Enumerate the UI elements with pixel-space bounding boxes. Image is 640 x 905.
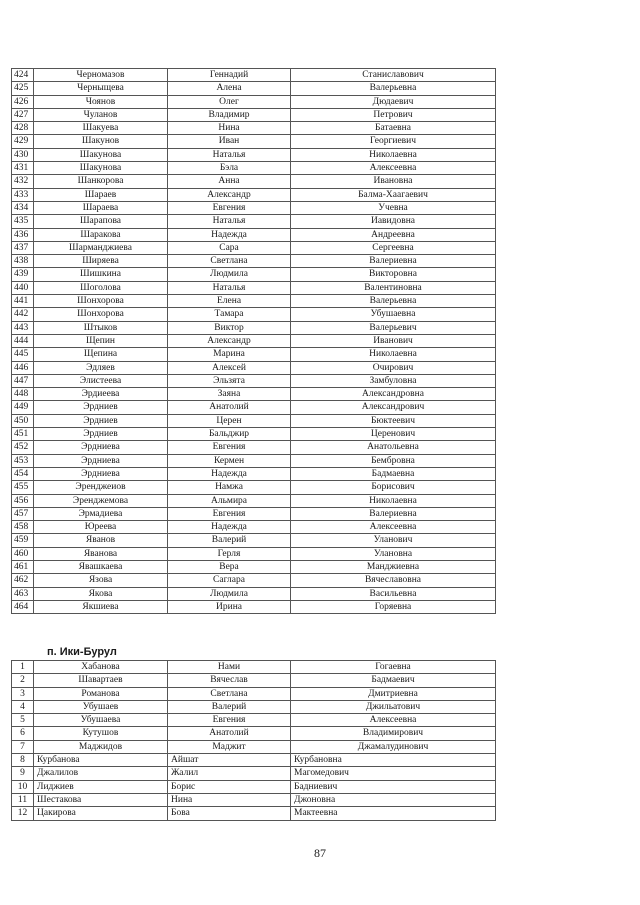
table-row — [12, 348, 496, 361]
row-number-cell: 11 — [12, 793, 34, 806]
first-name-cell: Анатолий — [168, 401, 291, 414]
patronymic-cell: Иванович — [291, 334, 496, 347]
patronymic-cell: Валерьевна — [291, 82, 496, 95]
table-row — [12, 281, 496, 294]
row-number-cell: 438 — [12, 255, 34, 268]
patronymic-cell: Очирович — [291, 361, 496, 374]
table-row — [12, 201, 496, 214]
first-name-cell: Олег — [168, 95, 291, 108]
surname-cell: Шараев — [34, 188, 168, 201]
patronymic-cell: Дюдаевич — [291, 95, 496, 108]
table-row — [12, 587, 496, 600]
surname-cell: Чуланов — [34, 108, 168, 121]
surname-cell: Щепина — [34, 348, 168, 361]
first-name-cell: Виктор — [168, 321, 291, 334]
first-name-cell: Бова — [168, 807, 291, 820]
row-number-cell: 461 — [12, 560, 34, 573]
patronymic-cell: Борисович — [291, 481, 496, 494]
surname-cell: Шоголова — [34, 281, 168, 294]
surname-cell: Убушаева — [34, 714, 168, 727]
patronymic-cell: Джамалудинович — [291, 740, 496, 753]
row-number-cell: 435 — [12, 215, 34, 228]
table-row — [12, 135, 496, 148]
first-name-cell: Алена — [168, 82, 291, 95]
patronymic-cell: Убушаевна — [291, 308, 496, 321]
table-row — [12, 767, 496, 780]
first-name-cell: Наталья — [168, 148, 291, 161]
patronymic-cell: Вячеславовна — [291, 574, 496, 587]
row-number-cell: 1 — [12, 661, 34, 674]
patronymic-cell: Батаевна — [291, 122, 496, 135]
table-row — [12, 162, 496, 175]
first-name-cell: Анна — [168, 175, 291, 188]
row-number-cell: 428 — [12, 122, 34, 135]
first-name-cell: Эльзята — [168, 374, 291, 387]
row-number-cell: 437 — [12, 241, 34, 254]
first-name-cell: Саглара — [168, 574, 291, 587]
surname-cell: Явашкаева — [34, 560, 168, 573]
row-number-cell: 432 — [12, 175, 34, 188]
patronymic-cell: Валериевна — [291, 255, 496, 268]
surname-cell: Шараева — [34, 201, 168, 214]
patronymic-cell: Бембровна — [291, 454, 496, 467]
patronymic-cell: Уланович — [291, 534, 496, 547]
section-title: п. Ики-Бурул — [47, 646, 117, 658]
surname-cell: Эрдниев — [34, 428, 168, 441]
patronymic-cell: Алексеевна — [291, 162, 496, 175]
patronymic-cell: Балма-Хаагаевич — [291, 188, 496, 201]
first-name-cell: Надежда — [168, 521, 291, 534]
surname-cell: Лиджиев — [34, 780, 168, 793]
table-row — [12, 700, 496, 713]
first-name-cell: Марина — [168, 348, 291, 361]
surname-cell: Эрмадиева — [34, 507, 168, 520]
surname-cell: Эрдниев — [34, 401, 168, 414]
surname-cell: Черномазов — [34, 69, 168, 82]
surname-cell: Юреева — [34, 521, 168, 534]
row-number-cell: 4 — [12, 700, 34, 713]
surname-cell: Шаракова — [34, 228, 168, 241]
first-name-cell: Иван — [168, 135, 291, 148]
row-number-cell: 436 — [12, 228, 34, 241]
patronymic-cell: Бадмаевна — [291, 467, 496, 480]
row-number-cell: 9 — [12, 767, 34, 780]
surname-cell: Ширяева — [34, 255, 168, 268]
first-name-cell: Нина — [168, 793, 291, 806]
row-number-cell: 3 — [12, 687, 34, 700]
row-number-cell: 7 — [12, 740, 34, 753]
surname-cell: Шестакова — [34, 793, 168, 806]
surname-cell: Черныщева — [34, 82, 168, 95]
row-number-cell: 453 — [12, 454, 34, 467]
first-name-cell: Жалил — [168, 767, 291, 780]
first-name-cell: Александр — [168, 334, 291, 347]
surname-cell: Шишкина — [34, 268, 168, 281]
table-row — [12, 521, 496, 534]
patronymic-cell: Станиславович — [291, 69, 496, 82]
table-row — [12, 547, 496, 560]
patronymic-cell: Мактеевна — [291, 807, 496, 820]
first-name-cell: Валерий — [168, 534, 291, 547]
patronymic-cell: Манджиевна — [291, 560, 496, 573]
first-name-cell: Вячеслав — [168, 674, 291, 687]
table-row — [12, 441, 496, 454]
patronymic-cell: Бадмаевич — [291, 674, 496, 687]
first-name-cell: Анатолий — [168, 727, 291, 740]
surname-cell: Курбанова — [34, 754, 168, 767]
first-name-cell: Александр — [168, 188, 291, 201]
table-row — [12, 95, 496, 108]
table-row — [12, 481, 496, 494]
first-name-cell: Борис — [168, 780, 291, 793]
surname-cell: Шарманджиева — [34, 241, 168, 254]
patronymic-cell: Валентиновна — [291, 281, 496, 294]
first-name-cell: Нина — [168, 122, 291, 135]
patronymic-cell: Георгиевич — [291, 135, 496, 148]
row-number-cell: 426 — [12, 95, 34, 108]
surname-cell: Шанкорова — [34, 175, 168, 188]
row-number-cell: 2 — [12, 674, 34, 687]
table-row — [12, 727, 496, 740]
first-name-cell: Евгения — [168, 507, 291, 520]
patronymic-cell: Сергеевна — [291, 241, 496, 254]
row-number-cell: 424 — [12, 69, 34, 82]
surname-cell: Шакуева — [34, 122, 168, 135]
surname-cell: Романова — [34, 687, 168, 700]
patronymic-cell: Иавидовна — [291, 215, 496, 228]
table-row — [12, 560, 496, 573]
surname-cell: Убушаев — [34, 700, 168, 713]
row-number-cell: 427 — [12, 108, 34, 121]
surname-cell: Шонхорова — [34, 295, 168, 308]
row-number-cell: 459 — [12, 534, 34, 547]
surname-cell: Яванова — [34, 547, 168, 560]
first-name-cell: Геннадий — [168, 69, 291, 82]
row-number-cell: 463 — [12, 587, 34, 600]
surname-cell: Штыков — [34, 321, 168, 334]
row-number-cell: 442 — [12, 308, 34, 321]
row-number-cell: 456 — [12, 494, 34, 507]
table-row — [12, 494, 496, 507]
patronymic-cell: Джильатович — [291, 700, 496, 713]
table-row — [12, 388, 496, 401]
first-name-cell: Сара — [168, 241, 291, 254]
surname-cell: Цакирова — [34, 807, 168, 820]
table-row — [12, 714, 496, 727]
table-row — [12, 661, 496, 674]
row-number-cell: 441 — [12, 295, 34, 308]
surname-cell: Шакунова — [34, 148, 168, 161]
table-row — [12, 148, 496, 161]
surname-cell: Шарапова — [34, 215, 168, 228]
row-number-cell: 434 — [12, 201, 34, 214]
first-name-cell: Владимир — [168, 108, 291, 121]
patronymic-cell: Алексеевна — [291, 521, 496, 534]
table-row — [12, 674, 496, 687]
surname-cell: Эрдиеева — [34, 388, 168, 401]
row-number-cell: 446 — [12, 361, 34, 374]
patronymic-cell: Петрович — [291, 108, 496, 121]
patronymic-cell: Анатольевна — [291, 441, 496, 454]
first-name-cell: Светлана — [168, 687, 291, 700]
table-row — [12, 454, 496, 467]
surname-cell: Эдляев — [34, 361, 168, 374]
row-number-cell: 8 — [12, 754, 34, 767]
patronymic-cell: Бадниевич — [291, 780, 496, 793]
surname-cell: Эренджемова — [34, 494, 168, 507]
table-row — [12, 600, 496, 613]
surname-cell: Шакунова — [34, 162, 168, 175]
row-number-cell: 455 — [12, 481, 34, 494]
table-row — [12, 793, 496, 806]
row-number-cell: 430 — [12, 148, 34, 161]
patronymic-cell: Ивановна — [291, 175, 496, 188]
first-name-cell: Светлана — [168, 255, 291, 268]
patronymic-cell: Курбановна — [291, 754, 496, 767]
table-row — [12, 507, 496, 520]
patronymic-cell: Николаевна — [291, 494, 496, 507]
first-name-cell: Нами — [168, 661, 291, 674]
first-name-cell: Евгения — [168, 441, 291, 454]
first-name-cell: Елена — [168, 295, 291, 308]
page-number: 87 — [314, 846, 326, 860]
surname-cell: Щепин — [34, 334, 168, 347]
first-name-cell: Наталья — [168, 281, 291, 294]
patronymic-cell: Гогаевна — [291, 661, 496, 674]
patronymic-cell: Александровна — [291, 388, 496, 401]
surname-cell: Чоянов — [34, 95, 168, 108]
surname-cell: Шонхорова — [34, 308, 168, 321]
patronymic-cell: Церенович — [291, 428, 496, 441]
first-name-cell: Бальджир — [168, 428, 291, 441]
table-row — [12, 574, 496, 587]
patronymic-cell: Васильевна — [291, 587, 496, 600]
surname-cell: Эрдниева — [34, 454, 168, 467]
row-number-cell: 444 — [12, 334, 34, 347]
row-number-cell: 458 — [12, 521, 34, 534]
first-name-cell: Бэла — [168, 162, 291, 175]
patronymic-cell: Дмитриевна — [291, 687, 496, 700]
row-number-cell: 10 — [12, 780, 34, 793]
surname-cell: Эрдниева — [34, 441, 168, 454]
row-number-cell: 445 — [12, 348, 34, 361]
surname-cell: Шакунов — [34, 135, 168, 148]
names-table-main — [11, 68, 496, 614]
first-name-cell: Валерий — [168, 700, 291, 713]
table-row — [12, 308, 496, 321]
patronymic-cell: Замбуловна — [291, 374, 496, 387]
row-number-cell: 443 — [12, 321, 34, 334]
table-row — [12, 241, 496, 254]
patronymic-cell: Николаевна — [291, 348, 496, 361]
row-number-cell: 452 — [12, 441, 34, 454]
names-table-iki-burul — [11, 660, 496, 821]
first-name-cell: Евгения — [168, 714, 291, 727]
first-name-cell: Церен — [168, 414, 291, 427]
table-row — [12, 401, 496, 414]
row-number-cell: 425 — [12, 82, 34, 95]
patronymic-cell: Горяевна — [291, 600, 496, 613]
row-number-cell: 440 — [12, 281, 34, 294]
row-number-cell: 462 — [12, 574, 34, 587]
row-number-cell: 460 — [12, 547, 34, 560]
table-row — [12, 122, 496, 135]
table-row — [12, 228, 496, 241]
patronymic-cell: Андреевна — [291, 228, 496, 241]
names-table-iki-burul-body — [12, 661, 496, 821]
row-number-cell: 457 — [12, 507, 34, 520]
patronymic-cell: Валерьевна — [291, 295, 496, 308]
table-row — [12, 268, 496, 281]
surname-cell: Маджидов — [34, 740, 168, 753]
first-name-cell: Алексей — [168, 361, 291, 374]
row-number-cell: 6 — [12, 727, 34, 740]
table-row — [12, 534, 496, 547]
table-row — [12, 188, 496, 201]
table-row — [12, 467, 496, 480]
first-name-cell: Альмира — [168, 494, 291, 507]
first-name-cell: Людмила — [168, 268, 291, 281]
table-row — [12, 754, 496, 767]
surname-cell: Эрдниева — [34, 467, 168, 480]
surname-cell: Элистеева — [34, 374, 168, 387]
patronymic-cell: Магомедович — [291, 767, 496, 780]
row-number-cell: 5 — [12, 714, 34, 727]
row-number-cell: 447 — [12, 374, 34, 387]
table-row — [12, 780, 496, 793]
first-name-cell: Ирина — [168, 600, 291, 613]
table-row — [12, 740, 496, 753]
first-name-cell: Надежда — [168, 467, 291, 480]
table-row — [12, 295, 496, 308]
patronymic-cell: Джоновна — [291, 793, 496, 806]
table-row — [12, 69, 496, 82]
row-number-cell: 451 — [12, 428, 34, 441]
row-number-cell: 439 — [12, 268, 34, 281]
surname-cell: Якшиева — [34, 600, 168, 613]
surname-cell: Джалилов — [34, 767, 168, 780]
surname-cell: Хабанова — [34, 661, 168, 674]
patronymic-cell: Учевна — [291, 201, 496, 214]
row-number-cell: 12 — [12, 807, 34, 820]
patronymic-cell: Алексеевна — [291, 714, 496, 727]
surname-cell: Эрдниев — [34, 414, 168, 427]
first-name-cell: Айшат — [168, 754, 291, 767]
surname-cell: Яванов — [34, 534, 168, 547]
row-number-cell: 464 — [12, 600, 34, 613]
table-row — [12, 687, 496, 700]
table-row — [12, 175, 496, 188]
row-number-cell: 433 — [12, 188, 34, 201]
first-name-cell: Евгения — [168, 201, 291, 214]
table-row — [12, 361, 496, 374]
first-name-cell: Заяна — [168, 388, 291, 401]
first-name-cell: Вера — [168, 560, 291, 573]
table-row — [12, 428, 496, 441]
first-name-cell: Герля — [168, 547, 291, 560]
row-number-cell: 450 — [12, 414, 34, 427]
names-table-main-body — [12, 69, 496, 614]
first-name-cell: Наталья — [168, 215, 291, 228]
table-row — [12, 807, 496, 820]
table-row — [12, 414, 496, 427]
table-row — [12, 255, 496, 268]
patronymic-cell: Бюктеевич — [291, 414, 496, 427]
first-name-cell: Кермен — [168, 454, 291, 467]
first-name-cell: Маджит — [168, 740, 291, 753]
table-row — [12, 215, 496, 228]
row-number-cell: 448 — [12, 388, 34, 401]
first-name-cell: Надежда — [168, 228, 291, 241]
row-number-cell: 429 — [12, 135, 34, 148]
patronymic-cell: Валериевна — [291, 507, 496, 520]
patronymic-cell: Валерьевич — [291, 321, 496, 334]
patronymic-cell: Александрович — [291, 401, 496, 414]
patronymic-cell: Николаевна — [291, 148, 496, 161]
surname-cell: Эренджеиов — [34, 481, 168, 494]
surname-cell: Кутушов — [34, 727, 168, 740]
surname-cell: Язова — [34, 574, 168, 587]
patronymic-cell: Викторовна — [291, 268, 496, 281]
row-number-cell: 454 — [12, 467, 34, 480]
table-row — [12, 374, 496, 387]
table-row — [12, 321, 496, 334]
surname-cell: Якова — [34, 587, 168, 600]
table-row — [12, 82, 496, 95]
first-name-cell: Намжа — [168, 481, 291, 494]
first-name-cell: Тамара — [168, 308, 291, 321]
patronymic-cell: Улановна — [291, 547, 496, 560]
surname-cell: Шавартаев — [34, 674, 168, 687]
table-row — [12, 334, 496, 347]
row-number-cell: 449 — [12, 401, 34, 414]
patronymic-cell: Владимирович — [291, 727, 496, 740]
table-row — [12, 108, 496, 121]
first-name-cell: Людмила — [168, 587, 291, 600]
row-number-cell: 431 — [12, 162, 34, 175]
